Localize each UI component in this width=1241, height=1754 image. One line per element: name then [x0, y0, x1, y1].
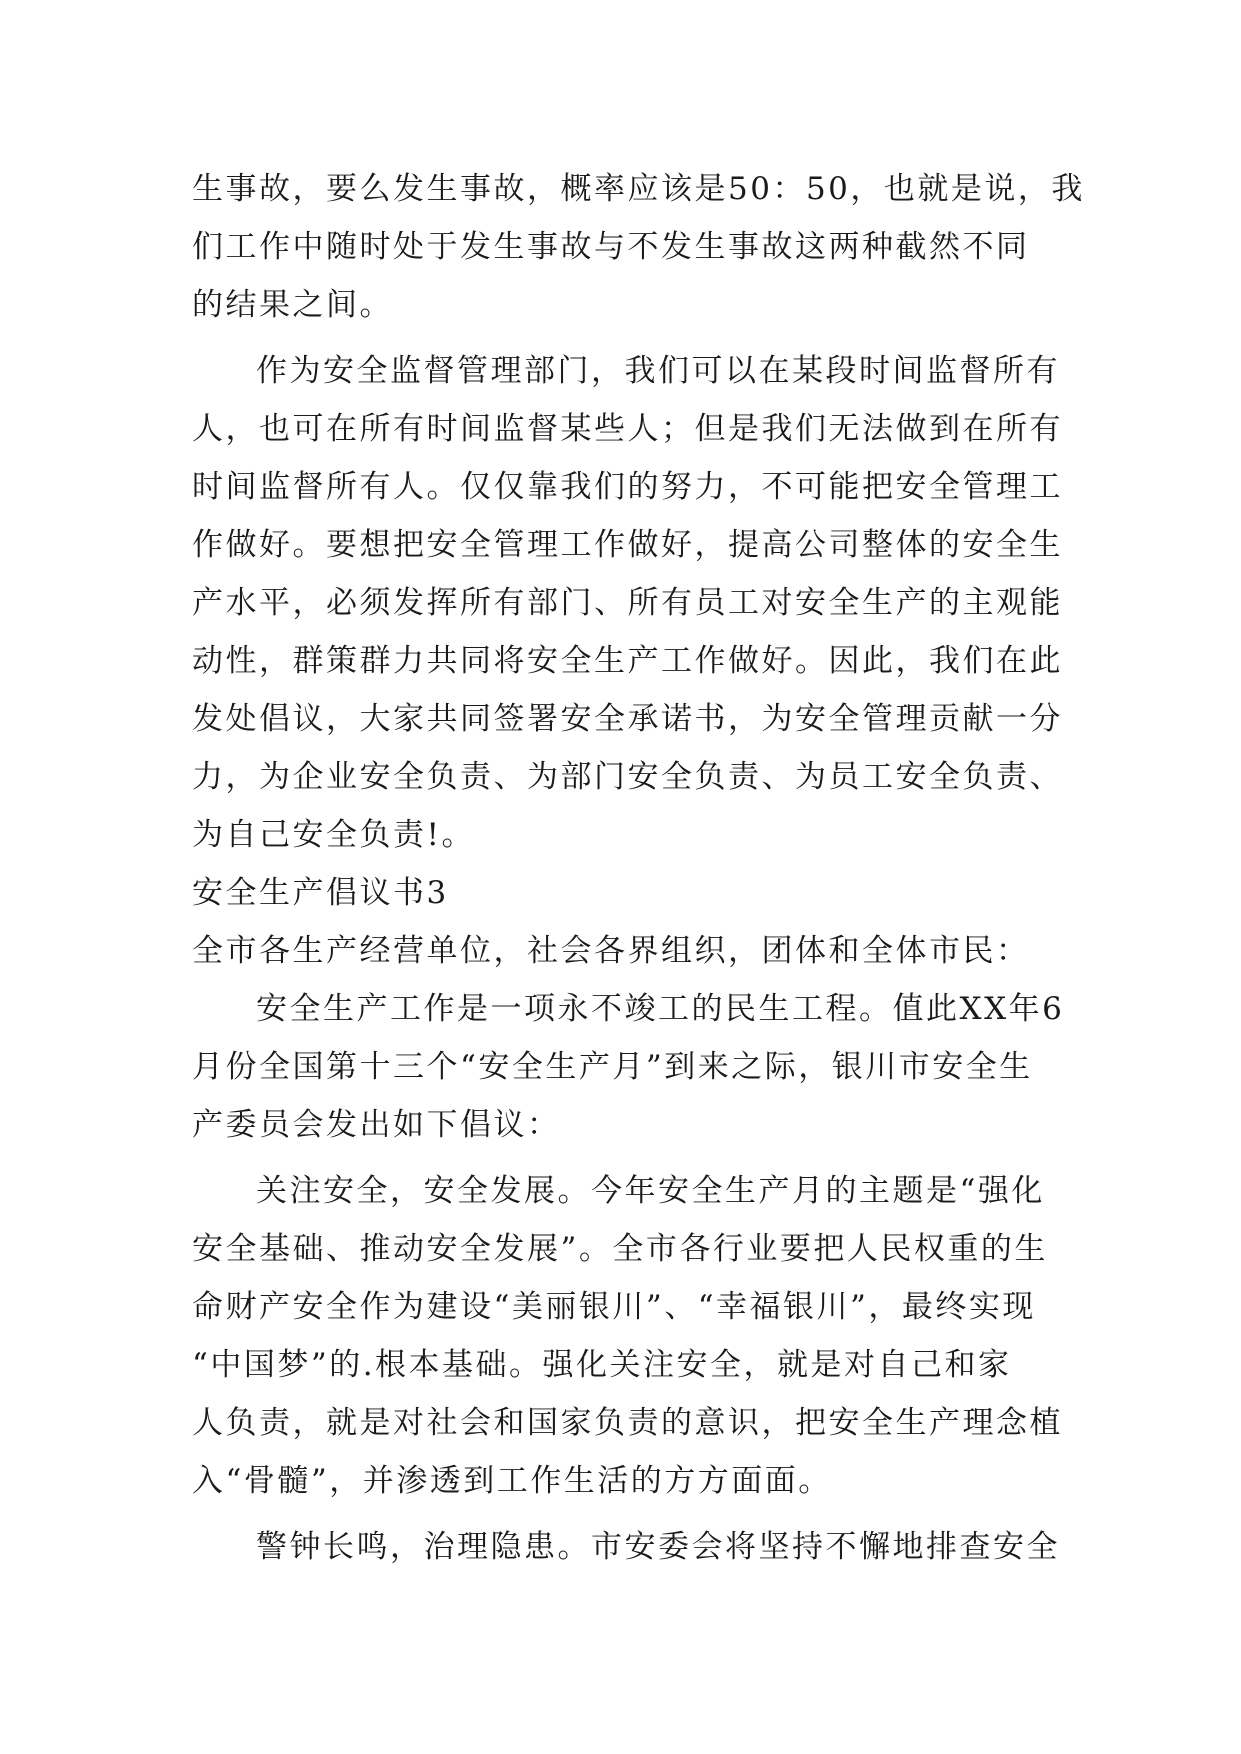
paragraph-first-line: 警钟长鸣，治理隐患。市安委会将坚持不懈地排查安全 [256, 1529, 1060, 1565]
salutation: 全市各生产经营单位，社会各界组织，团体和全体市民： [192, 933, 1030, 969]
text-line: 人，也可在所有时间监督某些人；但是我们无法做到在所有 [192, 411, 1063, 447]
text-line: 发处倡议，大家共同签署安全承诺书，为安全管理贡献一分 [192, 701, 1063, 737]
text-line: 的结果之间。 [192, 287, 393, 323]
text-line: 力，为企业安全负责、为部门安全负责、为员工安全负责、 [192, 759, 1063, 795]
text-line: 动性，群策群力共同将安全生产工作做好。因此，我们在此 [192, 643, 1063, 679]
text-line: “中国梦”的.根本基础。强化关注安全，就是对自己和家 [192, 1347, 1012, 1383]
text-line: 入“骨髓”，并渗透到工作生活的方方面面。 [192, 1463, 832, 1499]
text-line: 安全基础、推动安全发展”。全市各行业要把人民权重的生 [192, 1231, 1048, 1267]
text-line: 产水平，必须发挥所有部门、所有员工对安全生产的主观能 [192, 585, 1063, 621]
text-line: 时间监督所有人。仅仅靠我们的努力，不可能把安全管理工 [192, 469, 1063, 505]
text-line: 作做好。要想把安全管理工作做好，提高公司整体的安全生 [192, 527, 1063, 563]
paragraph-first-line: 关注安全，安全发展。今年安全生产月的主题是“强化 [256, 1173, 1045, 1209]
section-title: 安全生产倡议书3 [192, 875, 449, 911]
text-line: 命财产安全作为建设“美丽银川”、“幸福银川”，最终实现 [192, 1289, 1036, 1325]
text-line: 生事故，要么发生事故，概率应该是50：50，也就是说，我 [192, 171, 1085, 207]
paragraph-first-line: 安全生产工作是一项永不竣工的民生工程。值此XX年6 [256, 991, 1065, 1027]
text-line: 为自己安全负责!。 [192, 817, 475, 853]
text-line: 月份全国第十三个“安全生产月”到来之际，银川市安全生 [192, 1049, 1033, 1085]
text-line: 人负责，就是对社会和国家负责的意识，把安全生产理念植 [192, 1405, 1063, 1441]
document-body [192, 160, 1085, 1576]
text-line: 们工作中随时处于发生事故与不发生事故这两种截然不同 [192, 229, 1030, 265]
text-line: 产委员会发出如下倡议： [192, 1107, 561, 1143]
paragraph-first-line: 作为安全监督管理部门，我们可以在某段时间监督所有 [256, 353, 1060, 389]
